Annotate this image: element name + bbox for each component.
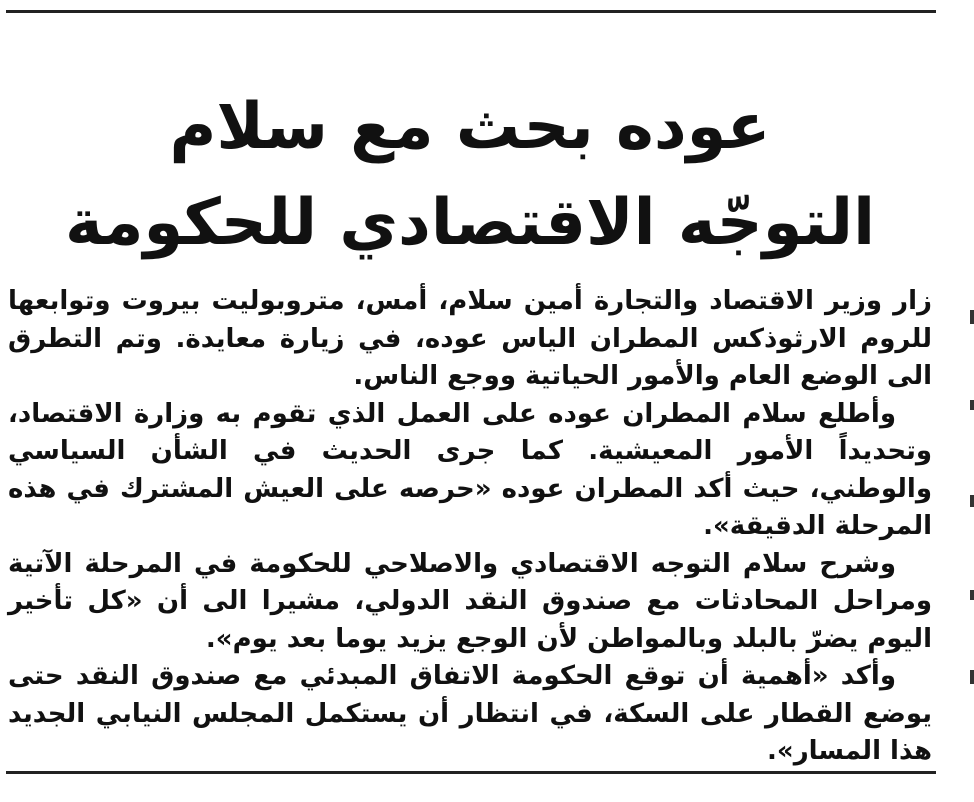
article-paragraph-4: وأكد «أهمية أن توقع الحكومة الاتفاق المبدئي مع صندوق النقد حتى يوضع القطار على السكة، في انتظار أن يستكمل المجلس النيابي الجديد هذا المسار». [8, 661, 932, 766]
headline-line-2: التوجّه الاقتصادي للحكومة [65, 186, 875, 261]
article-paragraph-3: وشرح سلام التوجه الاقتصادي والاصلاحي للحكومة في المرحلة الآتية ومراحل المحادثات مع صندوق النقد الدولي، مشيرا الى أن «كل تأخير اليوم يضرّ بالبلد وبالمواطن لأن الوجع يزيد يوما بعد يوم». [8, 548, 932, 654]
article-paragraph-2: وأطلع سلام المطران عوده على العمل الذي تقوم به وزارة الاقتصاد، وتحديداً الأمور المعيشية. كما جرى الحديث في الشأن السياسي والوطني، حيث أكد المطران عوده «حرصه على العيش المشترك في هذه المرحلة الدقيقة». [8, 398, 932, 541]
top-divider [6, 10, 936, 13]
bottom-divider [6, 771, 936, 774]
headline-line-1: عوده بحث مع سلام [169, 90, 771, 165]
article-body [8, 283, 932, 771]
page-edge-marks [968, 290, 974, 710]
article-headline [20, 79, 920, 271]
article-paragraph-1: زار وزير الاقتصاد والتجارة أمين سلام، أمس، متروبوليت بيروت وتوابعها للروم الارثوذكس المطران الياس عوده، في زيارة معايدة. وتم التطرق الى الوضع العام والأمور الحياتية ووجع الناس. [8, 286, 932, 391]
